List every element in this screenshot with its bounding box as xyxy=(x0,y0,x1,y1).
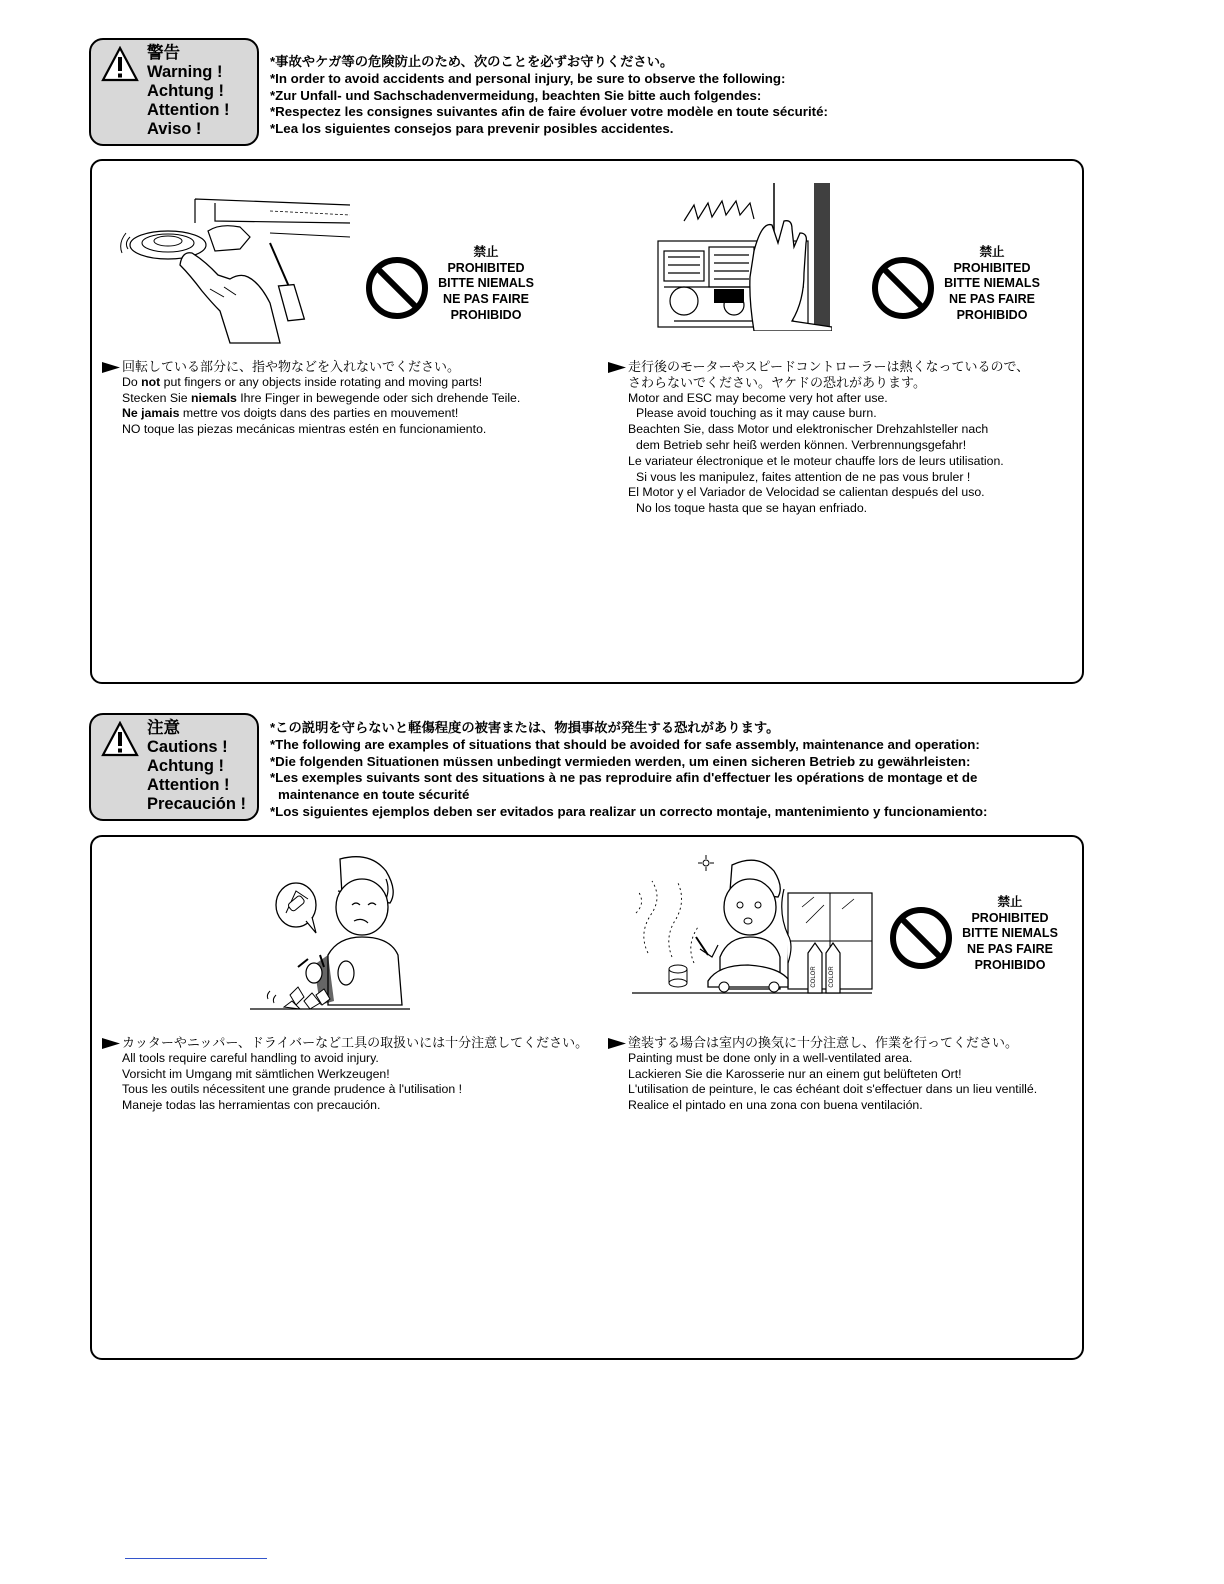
prohibited-fr: NE PAS FAIRE xyxy=(443,292,529,307)
prohibited-es: PROHIBIDO xyxy=(956,307,1028,322)
caution-item-2 xyxy=(628,1035,1037,1114)
caution-item-line: Painting must be done only in a well-ventilated area. xyxy=(628,1050,913,1065)
caution-item-jp: カッターやニッパー、ドライバーなど工具の取扱いには十分注意してください。 xyxy=(122,1035,589,1050)
warning-item-fr: Ne jamais mettre vos doigts dans des parties en mouvement! xyxy=(122,406,459,421)
warning-item-line: dem Betrieb sehr heiß werden können. Verbrennungsgefahr! xyxy=(636,437,967,452)
arrow-icon xyxy=(608,362,626,373)
prohibited-en: PROHIBITED xyxy=(971,910,1049,925)
warning-item-line: El Motor y el Variador de Velocidad se calientan después del uso. xyxy=(628,485,985,500)
painting-ventilation-illustration xyxy=(628,853,878,1019)
caution-item-line: All tools require careful handling to avoid injury. xyxy=(122,1050,379,1065)
prohibited-jp: 禁止 xyxy=(473,245,499,259)
tool-injury-illustration xyxy=(250,855,410,1027)
warning-panel xyxy=(90,159,1084,684)
warning-item-1 xyxy=(122,359,520,438)
prohibited-fr: NE PAS FAIRE xyxy=(967,942,1053,957)
warning-item-jp: 走行後のモーターやスピードコントローラーは熱くなっているので、 xyxy=(628,359,1030,374)
caution-item-line: Tous les outils nécessitent une grande prudence à l'utilisation ! xyxy=(122,1082,463,1097)
intro-line: *In order to avoid accidents and personal injury, be sure to observe the following: xyxy=(270,70,786,86)
arrow-icon xyxy=(102,362,120,373)
intro-line: *Les exemples suivants sont des situations à ne pas reproduire afin d'effectuer les opérations de montage et de xyxy=(270,770,978,786)
warning-label-de: Achtung ! xyxy=(147,82,224,100)
arrow-icon xyxy=(102,1038,120,1049)
warning-label-box xyxy=(89,38,259,146)
warning-label-en: Warning ! xyxy=(147,63,223,81)
intro-line: *Zur Unfall- und Sachschadenvermeidung, beachten Sie bitte auch folgendes: xyxy=(270,87,762,103)
warning-intro xyxy=(270,54,828,138)
intro-line: *The following are examples of situations that should be avoided for safe assembly, maintenance and operation: xyxy=(270,736,980,752)
warning-item-en: Do not put fingers or any objects inside rotating and moving parts! xyxy=(122,374,483,389)
warning-triangle-icon xyxy=(101,46,139,82)
intro-line: *この説明を守らないと軽傷程度の被害または、物損事故が発生する恐れがあります。 xyxy=(270,720,780,735)
warning-item-line: Le variateur électronique et le moteur chauffe lors de leurs utilisation. xyxy=(628,453,1004,468)
caution-label-de: Achtung ! xyxy=(147,757,224,775)
caution-item-jp: 塗装する場合は室内の換気に十分注意し、作業を行ってください。 xyxy=(628,1035,1019,1050)
intro-line: *Lea los siguientes consejos para prevenir posibles accidentes. xyxy=(270,121,674,137)
prohibited-de: BITTE NIEMALS xyxy=(944,276,1040,291)
rotating-parts-illustration xyxy=(120,193,350,353)
paint-can-label: COLOR xyxy=(811,966,817,988)
caution-label-en: Cautions ! xyxy=(147,738,228,756)
caution-intro xyxy=(270,720,987,821)
caution-item-line: Maneje todas las herramientas con precaución. xyxy=(122,1098,381,1113)
caution-item-line: Lackieren Sie die Karosserie nur an einem gut belüfteten Ort! xyxy=(628,1066,962,1081)
caution-label-box xyxy=(89,713,259,821)
caution-panel xyxy=(90,835,1084,1360)
warning-item-line: Motor and ESC may become very hot after use. xyxy=(628,390,888,405)
intro-line: *Respectez les consignes suivantes afin de faire évoluer votre modèle en toute sécurité: xyxy=(270,104,828,120)
warning-title-jp: 警告 xyxy=(147,44,180,62)
caution-item-line: L'utilisation de peinture, le cas échéant doit s'effectuer dans un lieu ventillé. xyxy=(628,1082,1038,1097)
paint-can-label: COLOR xyxy=(829,966,835,988)
caution-item-line: Realice el pintado en una zona con buena ventilación. xyxy=(628,1098,923,1113)
intro-line: *事故やケガ等の危険防止のため、次のことを必ずお守りください。 xyxy=(270,54,674,69)
prohibited-de: BITTE NIEMALS xyxy=(438,276,534,291)
prohibited-jp: 禁止 xyxy=(997,895,1023,909)
prohibited-fr: NE PAS FAIRE xyxy=(949,292,1035,307)
prohibited-en: PROHIBITED xyxy=(953,260,1031,275)
prohibited-de: BITTE NIEMALS xyxy=(962,926,1058,941)
prohibited-icon xyxy=(364,255,430,321)
intro-line: maintenance en toute sécurité xyxy=(278,787,470,803)
prohibited-icon xyxy=(888,905,954,971)
caution-title-jp: 注意 xyxy=(147,719,180,737)
caution-item-1 xyxy=(122,1035,588,1114)
warning-item-line: Please avoid touching as it may cause burn. xyxy=(636,406,877,421)
intro-line: *Die folgenden Situationen müssen unbedingt vermieden werden, um einen sicheren Betrieb zu gewährleisten: xyxy=(270,753,971,769)
warning-item-2 xyxy=(628,359,1029,517)
intro-line: *Los siguientes ejemplos deben ser evitados para realizar un correcto montaje, mantenimiento y funcionamiento: xyxy=(270,803,988,819)
warning-item-jp: 回転している部分に、指や物などを入れないでください。 xyxy=(122,359,461,374)
warning-item-de: Stecken Sie niemals Ihre Finger in bewegende oder sich drehende Teile. xyxy=(122,390,521,405)
prohibited-en: PROHIBITED xyxy=(447,260,525,275)
warning-item-line: No los toque hasta que se hayan enfriado. xyxy=(636,501,868,516)
warning-item-line: Si vous les manipulez, faites attention de ne pas vous bruler ! xyxy=(636,469,971,484)
warning-label-fr: Attention ! xyxy=(147,101,230,119)
warning-label-es: Aviso ! xyxy=(147,120,202,138)
hot-motor-illustration xyxy=(654,181,832,331)
caution-item-line: Vorsicht im Umgang mit sämtlichen Werkzeugen! xyxy=(122,1066,390,1081)
caution-triangle-icon xyxy=(101,721,139,757)
caution-label-fr: Attention ! xyxy=(147,776,230,794)
warning-item-line: Beachten Sie, dass Motor und elektronischer Drehzahlsteller nach xyxy=(628,422,989,437)
arrow-icon xyxy=(608,1038,626,1049)
warning-item-jp: さわらないでください。ヤケドの恐れがあります。 xyxy=(628,374,926,390)
warning-item-es: NO toque las piezas mecánicas mientras estén en funcionamiento. xyxy=(122,422,487,437)
prohibited-es: PROHIBIDO xyxy=(974,957,1046,972)
prohibited-icon xyxy=(870,255,936,321)
prohibited-jp: 禁止 xyxy=(979,245,1005,259)
footer-rule xyxy=(125,1558,267,1559)
prohibited-es: PROHIBIDO xyxy=(450,307,522,322)
caution-label-es: Precaución ! xyxy=(147,795,247,813)
